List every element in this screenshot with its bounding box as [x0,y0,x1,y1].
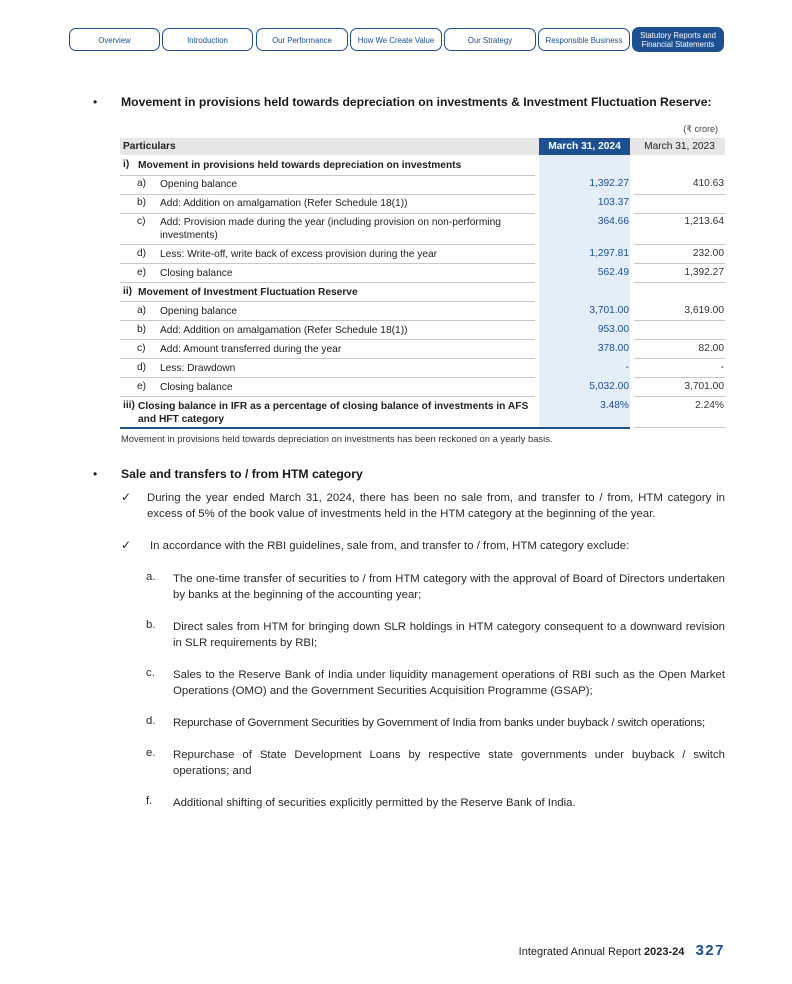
row-letter: c) [137,216,146,227]
item-letter: f. [146,795,153,807]
value-2024: - [625,362,629,373]
value-2024: 1,392.27 [589,178,629,189]
row-letter: d) [137,362,147,373]
row-label: Closing balance [160,268,233,279]
exclusion-item: The one-time transfer of securities to / from HTM category with the approval of Board of Directors undertaken by banks at the beginning of the accounting year; [173,573,725,601]
item-letter: d. [146,715,156,727]
row-divider [120,358,535,359]
row-letter: a) [137,305,147,316]
tab-statutory-line2: Financial Statements [641,40,715,49]
row-letter: e) [137,267,147,278]
tab-our-strategy[interactable]: Our Strategy [444,28,536,51]
row-label: Closing balance [160,382,233,393]
row-divider [120,194,535,195]
tab-introduction[interactable]: Introduction [162,28,253,51]
row-divider [120,263,535,264]
check-icon: ✓ [121,538,132,552]
tab-overview[interactable]: Overview [69,28,160,51]
section-title: Movement in provisions held towards depreciation on investments [138,160,462,171]
value-2024: 364.66 [597,216,629,227]
value-2023: 410.63 [692,178,724,189]
check-icon: ✓ [121,490,132,504]
section1-heading: Movement in provisions held towards depreciation on investments & Investment Fluctuation Reserve: [121,95,712,109]
row-letter: e) [137,381,147,392]
col-2024: March 31, 2024 [539,138,630,155]
col-particulars: Particulars [123,141,176,152]
row-divider [634,427,725,428]
item-letter: c. [146,667,155,679]
value-2023: 1,392.27 [684,267,724,278]
row-divider [120,301,535,302]
value-2024: 103.37 [597,197,629,208]
row-divider [120,175,535,176]
exclusion-item: Sales to the Reserve Bank of India under liquidity management operations of RBI such as the Open Market Operations (OMO) and the Government Securities Acquisition Programme (GSAP); [173,669,725,697]
bullet: • [93,467,98,481]
section-number: ii) [123,286,133,297]
row-divider [634,320,725,321]
page-number: 327 [695,942,725,959]
row-divider [634,282,725,283]
row-divider [120,396,535,397]
section-title: Closing balance in IFR as a percentage of closing balance of investments in AFS and HFT category [138,401,529,425]
row-label: Opening balance [160,179,238,190]
row-divider [634,213,725,214]
section-number: i) [123,159,130,170]
value-2023: - [720,362,724,373]
table-header [120,138,725,155]
section-title: Movement of Investment Fluctuation Reserve [138,287,358,298]
value-2023: 3,619.00 [684,305,724,316]
value-2024: 378.00 [597,343,629,354]
bullet: • [93,95,98,109]
point-no-sale: During the year ended March 31, 2024, there has been no sale from, and transfer to / from, HTM category in excess of 5% of the book value of investments held in the HTM category at the beginning of the year. [147,492,725,520]
row-letter: d) [137,248,147,259]
row-letter: c) [137,343,146,354]
table-note: Movement in provisions held towards depreciation on investments has been reckoned on a yearly basis. [121,433,553,444]
item-letter: b. [146,619,156,631]
row-divider [120,377,535,378]
tab-statutory-reports[interactable] [632,27,724,52]
value-2023: 2.24% [695,400,724,411]
item-letter: e. [146,747,156,759]
section2-heading: Sale and transfers to / from HTM category [121,467,363,481]
value-2024: 953.00 [597,324,629,335]
value-2023: 1,213.64 [684,216,724,227]
row-divider [634,263,725,264]
row-divider [120,320,535,321]
row-divider [120,339,535,340]
unit-label: (₹ crore) [683,124,718,134]
tab-our-performance[interactable]: Our Performance [256,28,348,51]
value-2023: 232.00 [692,248,724,259]
col-2023: March 31, 2023 [644,141,715,152]
table-section-row [120,159,725,174]
row-label: Less: Write-off, write back of excess provision during the year [160,249,438,260]
row-label: Less: Drawdown [160,363,236,374]
exclusion-item: Repurchase of State Development Loans by respective state governments under buyback / switch operations; and [173,749,725,777]
row-label: Add: Addition on amalgamation (Refer Schedule 18(1)) [160,325,408,336]
tab-statutory-line1: Statutory Reports and [640,31,716,40]
row-divider [634,339,725,340]
row-divider [120,282,535,283]
value-2024: 562.49 [597,267,629,278]
row-label: Add: Addition on amalgamation (Refer Schedule 18(1)) [160,198,408,209]
exclusion-item: Additional shifting of securities explicitly permitted by the Reserve Bank of India. [173,797,576,809]
footer-year: 2023-24 [644,946,685,958]
exclusion-item: Direct sales from HTM for bringing down SLR holdings in HTM category consequent to a downward revision in SLR requirements by RBI; [173,621,725,649]
row-label: Add: Provision made during the year (including provision on non-performing investments) [160,217,501,241]
value-2023: 82.00 [698,343,724,354]
table-section-row [120,286,725,301]
value-2024: 3,701.00 [589,305,629,316]
row-letter: b) [137,197,147,208]
row-divider [634,377,725,378]
point-rbi-guidelines: In accordance with the RBI guidelines, sale from, and transfer to / from, HTM category exclude: [150,540,630,552]
row-divider [634,244,725,245]
row-divider [120,244,535,245]
value-2024: 3.48% [600,400,629,411]
row-divider [120,213,535,214]
tab-responsible-business[interactable]: Responsible Business [538,28,630,51]
table-bottom-rule [120,427,630,429]
footer-label: Integrated Annual Report [518,946,641,958]
value-2023: 3,701.00 [684,381,724,392]
page-footer [519,942,725,959]
row-label: Add: Amount transferred during the year [160,344,342,355]
value-2024: 5,032.00 [589,381,629,392]
item-letter: a. [146,571,156,583]
tab-how-we-create-value[interactable]: How We Create Value [350,28,442,51]
row-label: Opening balance [160,306,238,317]
row-divider [634,358,725,359]
section-number: iii) [123,400,135,411]
row-letter: a) [137,178,147,189]
row-divider [634,396,725,397]
exclusion-item: Repurchase of Government Securities by Government of India from banks under buyback / switch operations; [173,717,705,729]
value-2024: 1,297.81 [589,248,629,259]
row-divider [634,194,725,195]
table-section-row [120,400,725,428]
row-letter: b) [137,324,147,335]
